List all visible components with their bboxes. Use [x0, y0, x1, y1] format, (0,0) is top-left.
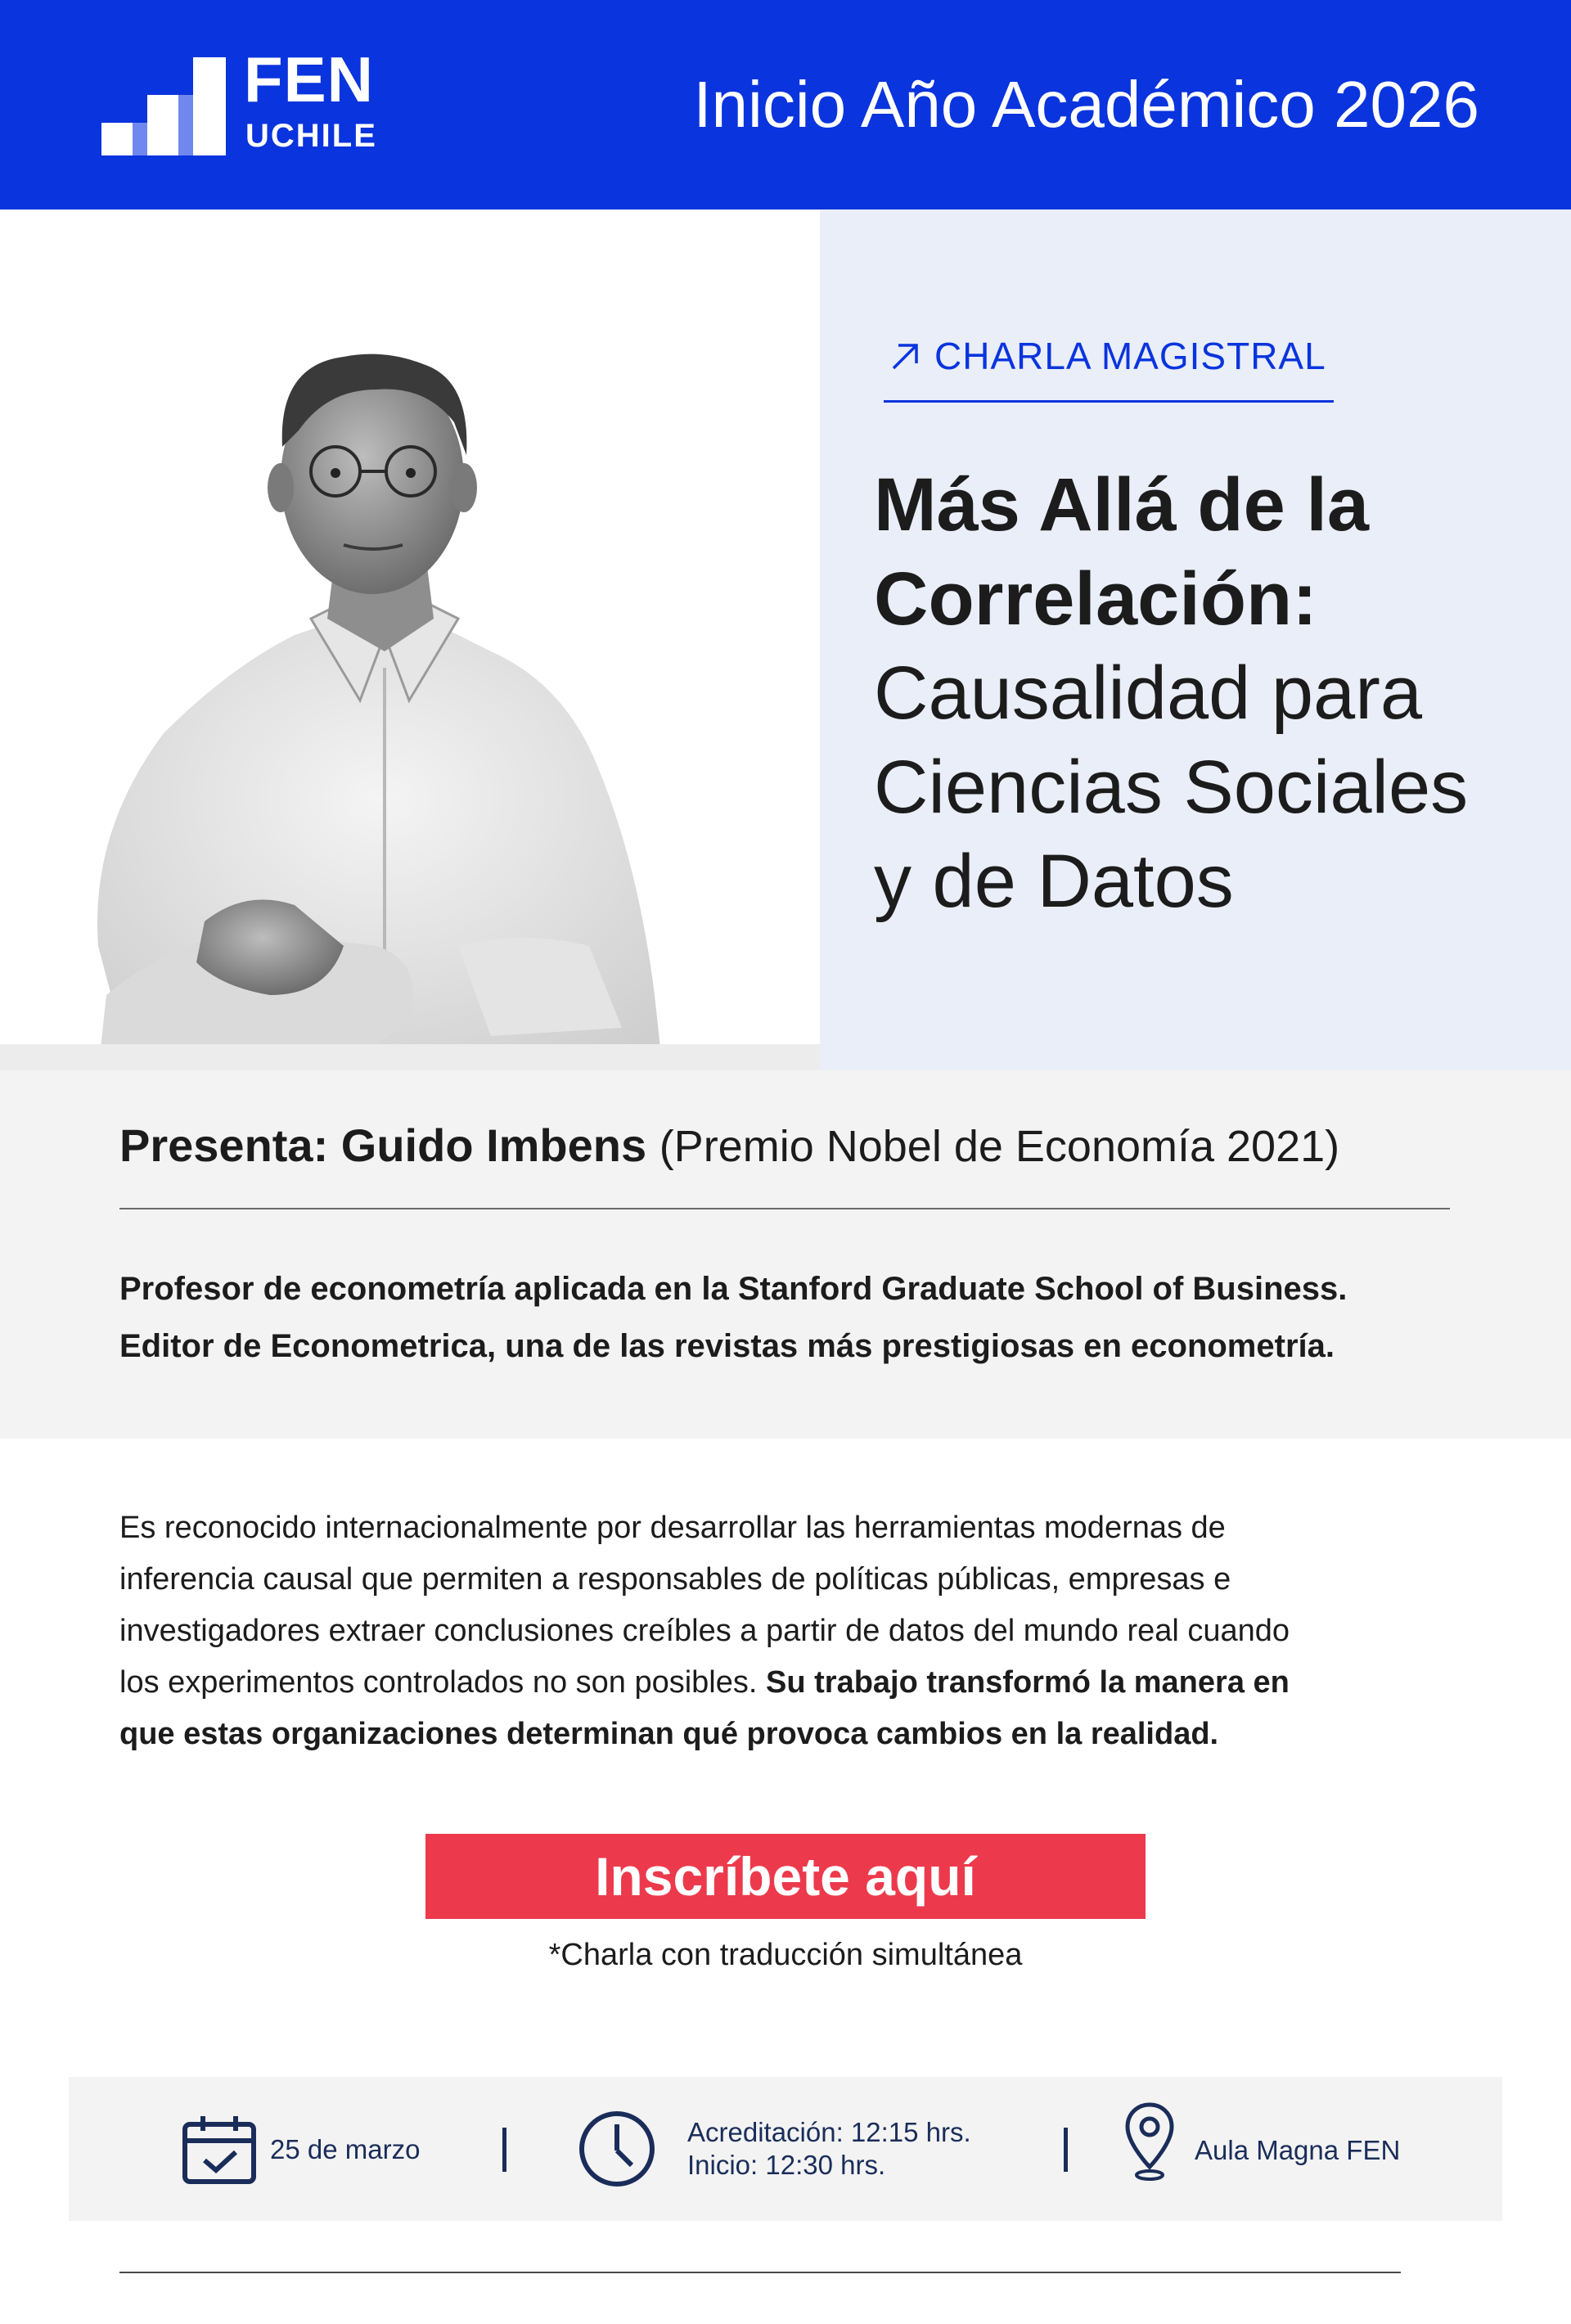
translation-note: *Charla con traducción simultánea	[548, 1938, 1023, 1972]
bio-line: investigadores extraer conclusiones creíbles a partir de datos del mundo real cuando	[119, 1614, 1290, 1648]
calendar-check-icon	[182, 2115, 257, 2185]
presenter-heading	[119, 1119, 1340, 1171]
title-line-5: y de Datos	[874, 840, 1234, 923]
bio-line-4	[119, 1657, 1510, 1709]
event-date: 25 de marzo	[270, 2134, 421, 2164]
presenter-divider	[119, 1208, 1450, 1209]
bio-paragraph	[119, 1502, 1510, 1760]
header-title: Inicio Año Académico 2026	[693, 68, 1479, 141]
header-bar	[0, 0, 1571, 209]
speaker-portrait	[0, 209, 820, 1070]
presenter-award: (Premio Nobel de Economía 2021)	[659, 1122, 1340, 1171]
logo-fen-text: FEN	[244, 43, 374, 115]
register-button[interactable]: Inscríbete aquí	[425, 1834, 1146, 1919]
title-line-2: Correlación:	[874, 557, 1317, 641]
title-line-1: Más Allá de la	[874, 463, 1370, 547]
presenter-description	[119, 1260, 1510, 1375]
clock-icon	[578, 2110, 656, 2188]
event-location: Aula Magna FEN	[1195, 2135, 1401, 2165]
talk-title	[874, 458, 1545, 929]
bio-line-4-bold: Su trabajo transformó la manera en	[766, 1665, 1290, 1700]
tag-label: CHARLA MAGISTRAL	[934, 335, 1326, 377]
presenter-desc-line: Editor de Econometrica, una de las revistas más prestigiosas en econometría.	[119, 1328, 1335, 1364]
event-start-time: Inicio: 12:30 hrs.	[687, 2150, 886, 2180]
fen-uchile-logo[interactable]	[101, 43, 396, 160]
charla-magistral-tag[interactable]	[884, 336, 1334, 403]
info-separator	[502, 2128, 506, 2172]
bio-line: inferencia causal que permiten a responsables de políticas públicas, empresas e	[119, 1562, 1231, 1597]
presenter-name: Presenta: Guido Imbens	[119, 1119, 647, 1171]
presenter-desc-line: Profesor de econometría aplicada en la Stanford Graduate School of Business.	[119, 1271, 1348, 1307]
location-pin-icon	[1124, 2101, 1175, 2183]
bio-line-5: que estas organizaciones determinan qué provoca cambios en la realidad.	[119, 1717, 1219, 1751]
title-line-4: Ciencias Sociales	[874, 745, 1469, 829]
bio-line: Es reconocido internacionalmente por desarrollar las herramientas modernas de	[119, 1511, 1226, 1545]
bottom-divider	[119, 2272, 1401, 2273]
portrait-photo	[0, 209, 820, 1070]
event-accreditation-time: Acreditación: 12:15 hrs.	[687, 2117, 971, 2147]
logo-bars-icon	[101, 57, 237, 155]
arrow-up-right-icon	[889, 340, 921, 373]
bio-line-4-regular: los experimentos controlados no son posibles.	[119, 1665, 767, 1700]
info-separator	[1064, 2128, 1068, 2172]
title-line-3: Causalidad para	[874, 651, 1423, 735]
logo-uchile-text: UCHILE	[245, 118, 377, 154]
